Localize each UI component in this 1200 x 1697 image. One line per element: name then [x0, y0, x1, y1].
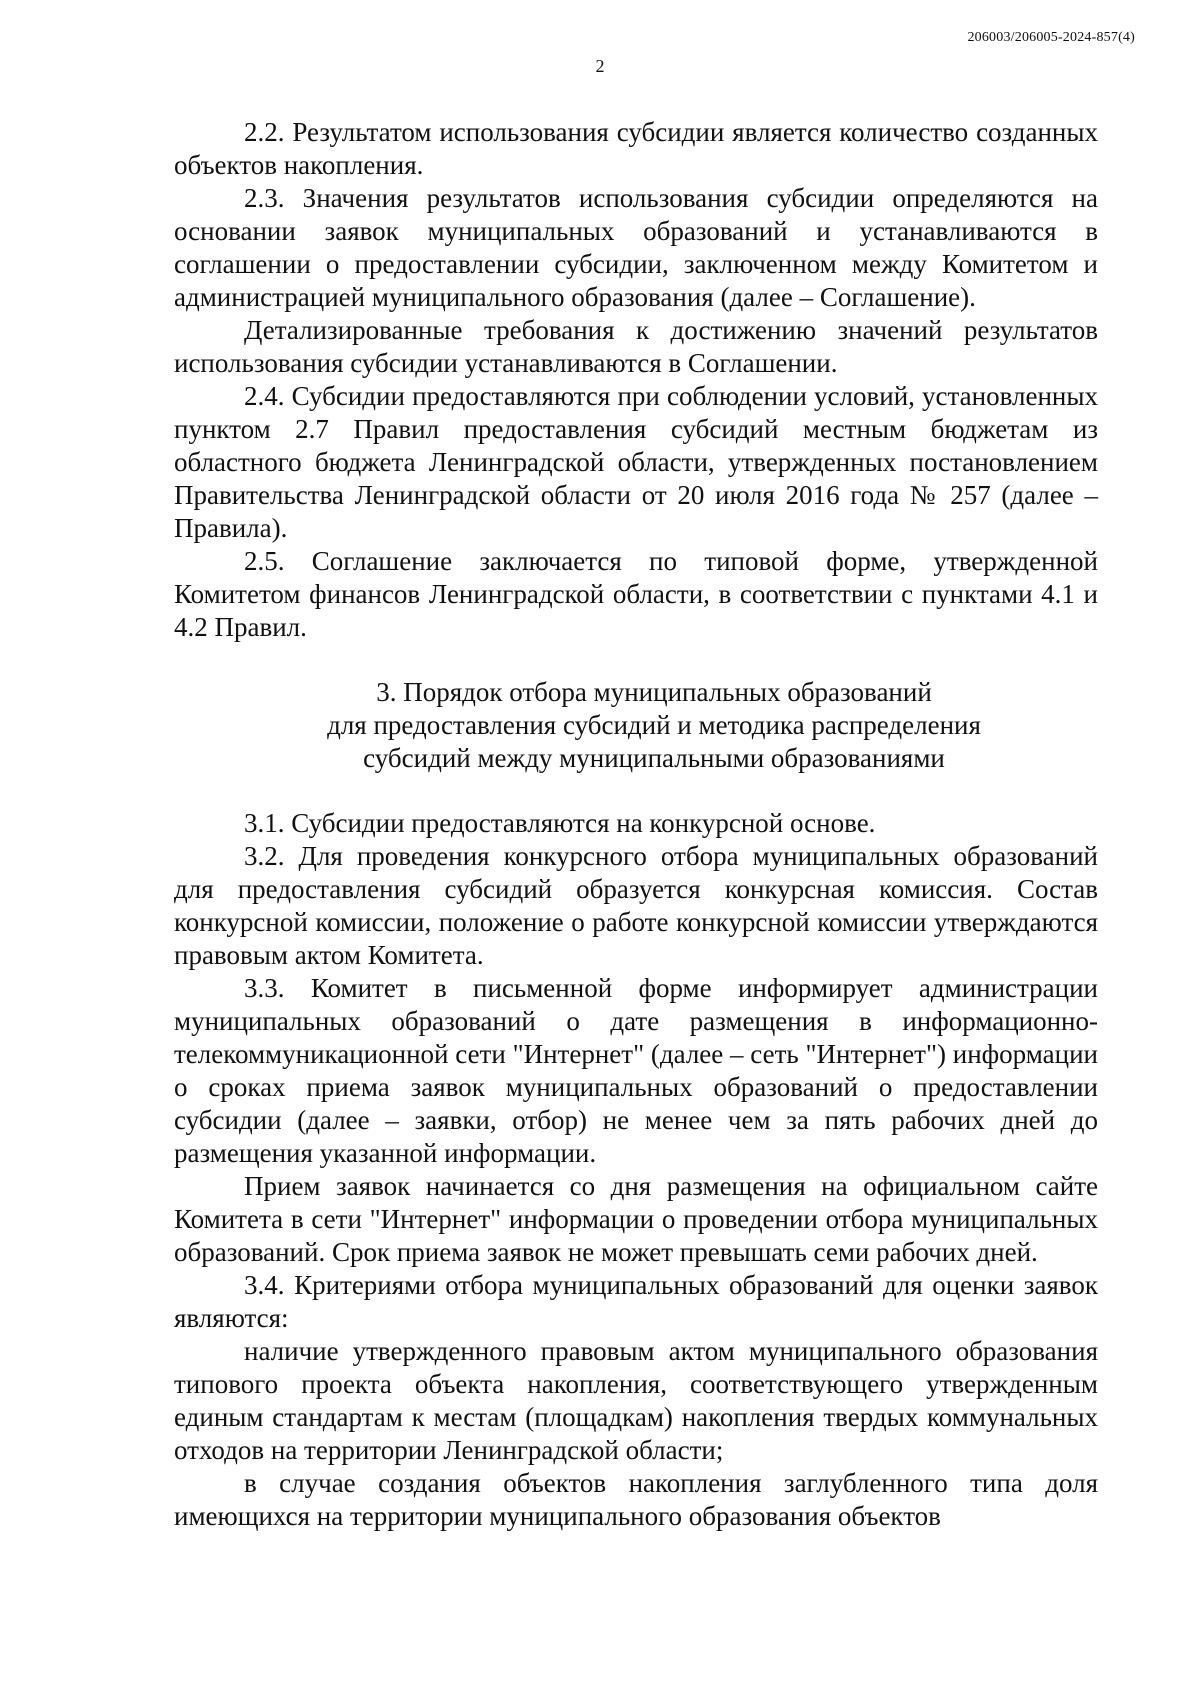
- paragraph-3-2: 3.2. Для проведения конкурсного отбора муниципальных образований для предоставления субсидий образуется конкурсная комиссия. Состав конкурсной комиссии, положение о работе конкурсной комиссии утверждаются правовым актом Комитета.: [174, 841, 1098, 970]
- paragraph-2-3: 2.3. Значения результатов использования субсидии определяются на основании заявок муниципальных образований и устанавливаются в соглашении о предоставлении субсидии, заключенном между Комитетом и администрацией муниципального образования (далее – Соглашение).: [174, 183, 1098, 312]
- paragraph-3-4: 3.4. Критериями отбора муниципальных образований для оценки заявок являются:: [174, 1270, 1098, 1333]
- paragraph-2-3-details: Детализированные требования к достижению значений результатов использования субсидии устанавливаются в Соглашении.: [174, 315, 1098, 378]
- paragraph-3-3-reception: Прием заявок начинается со дня размещения на официальном сайте Комитета в сети "Интернет" информации о проведении отбора муниципальных образований. Срок приема заявок не может превышать семи рабочих дней.: [174, 1171, 1098, 1267]
- section-3-heading-line: для предоставления субсидий и методика распределения: [327, 710, 981, 740]
- paragraph-3-4-criterion-1: наличие утвержденного правовым актом муниципального образования типового проекта объекта накопления, соответствующего утвержденным единым стандартам к местам (площадкам) накопления твердых коммунальных отходов на территории Ленинградской области;: [174, 1336, 1098, 1465]
- section-3-heading: [174, 676, 1098, 775]
- paragraph-3-3: 3.3. Комитет в письменной форме информирует администрации муниципальных образований о дате размещения в информационно-телекоммуникационной сети "Интернет" (далее – сеть "Интернет") информации о сроках приема заявок муниципальных образований о предоставлении субсидии (далее – заявки, отбор) не менее чем за пять рабочих дней до размещения указанной информации.: [174, 973, 1098, 1168]
- document-id: 206003/206005-2024-857(4): [967, 30, 1135, 45]
- page-number: 2: [595, 56, 605, 76]
- paragraph-2-4: 2.4. Субсидии предоставляются при соблюдении условий, установленных пунктом 2.7 Правил предоставления субсидий местным бюджетам из областного бюджета Ленинградской области, утвержденных постановлением Правительства Ленинградской области от 20 июля 2016 года № 257 (далее – Правила).: [174, 381, 1098, 543]
- paragraph-3-4-criterion-2: в случае создания объектов накопления заглубленного типа доля имеющихся на территории муниципального образования объектов: [174, 1468, 1098, 1531]
- section-3-heading-line: субсидий между муниципальными образованиями: [363, 743, 945, 773]
- section-3-heading-line: 3. Порядок отбора муниципальных образований: [376, 677, 932, 707]
- paragraph-2-2: 2.2. Результатом использования субсидии является количество созданных объектов накопления.: [174, 117, 1098, 180]
- document-body: [174, 116, 1098, 1533]
- paragraph-2-5: 2.5. Соглашение заключается по типовой форме, утвержденной Комитетом финансов Ленинградской области, в соответствии с пунктами 4.1 и 4.2 Правил.: [174, 546, 1098, 642]
- paragraph-3-1: 3.1. Субсидии предоставляются на конкурсной основе.: [244, 808, 876, 838]
